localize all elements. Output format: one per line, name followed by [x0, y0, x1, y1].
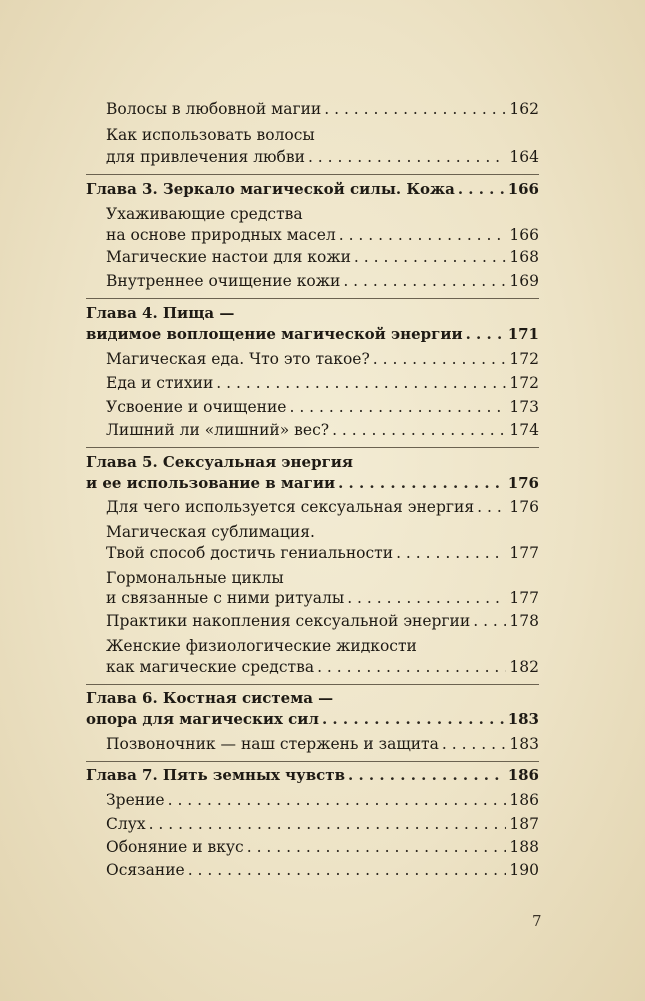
section-divider — [86, 298, 539, 299]
toc-entry-title: Слух — [106, 815, 146, 833]
leader-dots — [477, 496, 506, 518]
toc-page-number: 182 — [509, 658, 539, 676]
toc-chapter-title-line: Глава 4. Пища — — [86, 304, 235, 322]
toc-page-number: 177 — [509, 589, 539, 607]
toc-chapter-title-line: Глава 6. Костная система — — [86, 689, 334, 707]
toc-entry-title: Магические настои для кожи — [106, 248, 351, 266]
toc-entry — [0, 146, 645, 168]
leader-dots — [348, 764, 505, 786]
toc-page-number: 188 — [509, 838, 539, 856]
leader-dots — [308, 146, 506, 168]
toc-page-number: 190 — [509, 861, 539, 879]
toc-page-number: 178 — [509, 612, 539, 630]
toc-entry-title: Практики накопления сексуальной энергии — [106, 612, 471, 630]
section-divider — [86, 447, 539, 448]
leader-dots — [149, 813, 507, 835]
leader-dots — [354, 246, 507, 268]
toc-page-number: 174 — [509, 421, 539, 439]
toc-entry-title: Осязание — [106, 861, 185, 879]
toc-entry — [0, 348, 645, 370]
leader-dots — [458, 178, 505, 200]
leader-dots — [188, 859, 507, 881]
toc-entry — [0, 610, 645, 632]
page-number: 7 — [532, 912, 542, 930]
toc-entry — [0, 270, 645, 292]
leader-dots — [324, 98, 506, 120]
toc-page-number: 183 — [509, 735, 539, 753]
toc-entry-title: и связанные с ними ритуалы — [106, 589, 345, 607]
toc-entry-title: Волосы в любовной магии — [106, 100, 322, 118]
toc-entry — [0, 587, 645, 609]
toc-page-number: 168 — [509, 248, 539, 266]
toc-entry — [0, 733, 645, 755]
toc-entry — [0, 813, 645, 835]
toc-chapter-title: Глава 3. Зеркало магической силы. Кожа — [86, 180, 455, 198]
toc-entry — [0, 419, 645, 441]
toc-entry-title: Позвоночник — наш стержень и защита — [106, 735, 439, 753]
toc-entry-title: Внутреннее очищение кожи — [106, 272, 341, 290]
leader-dots — [347, 587, 506, 609]
toc-entry — [0, 496, 645, 518]
toc-entry — [0, 859, 645, 881]
toc-chapter — [0, 472, 645, 494]
leader-dots — [343, 270, 506, 292]
toc-page-number: 171 — [507, 325, 539, 343]
toc-page-number: 164 — [509, 148, 539, 166]
toc-chapter-title: и ее использование в магии — [86, 474, 336, 492]
leader-dots — [247, 836, 507, 858]
toc-entry — [0, 396, 645, 418]
leader-dots — [373, 348, 507, 370]
leader-dots — [338, 472, 505, 494]
toc-page-number: 176 — [509, 498, 539, 516]
toc-entry-title: Для чего используется сексуальная энергия — [106, 498, 475, 516]
toc-chapter-title: Глава 7. Пять земных чувств — [86, 766, 346, 784]
leader-dots — [332, 419, 506, 441]
toc-entry-title-line: Женские физиологические жидкости — [106, 637, 417, 655]
toc-entry-title: Лишний ли «лишний» вес? — [106, 421, 330, 439]
toc-entry-title: для привлечения любви — [106, 148, 305, 166]
toc-entry-title: Зрение — [106, 791, 165, 809]
toc-page-number: 186 — [507, 766, 539, 784]
section-divider — [86, 684, 539, 685]
leader-dots — [289, 396, 506, 418]
leader-dots — [396, 542, 506, 564]
toc-entry-title: Обоняние и вкус — [106, 838, 244, 856]
toc-chapter — [0, 764, 645, 786]
toc-entry-title-line: Как использовать волосы — [106, 126, 315, 144]
toc-page-number: 172 — [509, 374, 539, 392]
toc-entry-title-line: Гормональные циклы — [106, 569, 284, 587]
toc-page-number: 177 — [509, 544, 539, 562]
toc-entry — [0, 246, 645, 268]
toc-chapter — [0, 708, 645, 730]
toc-entry — [0, 224, 645, 246]
toc-page-number: 169 — [509, 272, 539, 290]
leader-dots — [473, 610, 506, 632]
toc-page-number: 186 — [509, 791, 539, 809]
toc-entry — [0, 542, 645, 564]
toc-chapter — [0, 323, 645, 345]
toc-chapter-title: видимое воплощение магической энергии — [86, 325, 463, 343]
toc-entry — [0, 372, 645, 394]
toc-chapter-title-line: Глава 5. Сексуальная энергия — [86, 453, 353, 471]
toc-page-number: 173 — [509, 398, 539, 416]
toc-entry-title: Усвоение и очищение — [106, 398, 287, 416]
toc-page-number: 166 — [507, 180, 539, 198]
toc-chapter — [0, 178, 645, 200]
toc-entry-title-line: Магическая сублимация. — [106, 523, 315, 541]
toc-page-number: 162 — [509, 100, 539, 118]
leader-dots — [168, 789, 507, 811]
toc-page-number: 183 — [507, 710, 539, 728]
leader-dots — [216, 372, 506, 394]
toc-entry-title: Твой способ достичь гениальности — [106, 544, 394, 562]
toc-entry — [0, 656, 645, 678]
toc-entry — [0, 98, 645, 120]
section-divider — [86, 761, 539, 762]
toc-chapter-title: опора для магических сил — [86, 710, 319, 728]
leader-dots — [317, 656, 506, 678]
toc-entry-title: Еда и стихии — [106, 374, 214, 392]
section-divider — [86, 174, 539, 175]
toc-page-number: 166 — [509, 226, 539, 244]
toc-entry-title: как магические средства — [106, 658, 315, 676]
toc-entry — [0, 789, 645, 811]
leader-dots — [339, 224, 507, 246]
toc-page-number: 187 — [509, 815, 539, 833]
toc-page-number: 172 — [509, 350, 539, 368]
toc-entry-title-line: Ухаживающие средства — [106, 205, 303, 223]
leader-dots — [322, 708, 505, 730]
toc-page-number: 176 — [507, 474, 539, 492]
toc-entry-title: на основе природных масел — [106, 226, 336, 244]
toc-entry — [0, 836, 645, 858]
toc-entry-title: Магическая еда. Что это такое? — [106, 350, 370, 368]
leader-dots — [442, 733, 507, 755]
leader-dots — [466, 323, 505, 345]
